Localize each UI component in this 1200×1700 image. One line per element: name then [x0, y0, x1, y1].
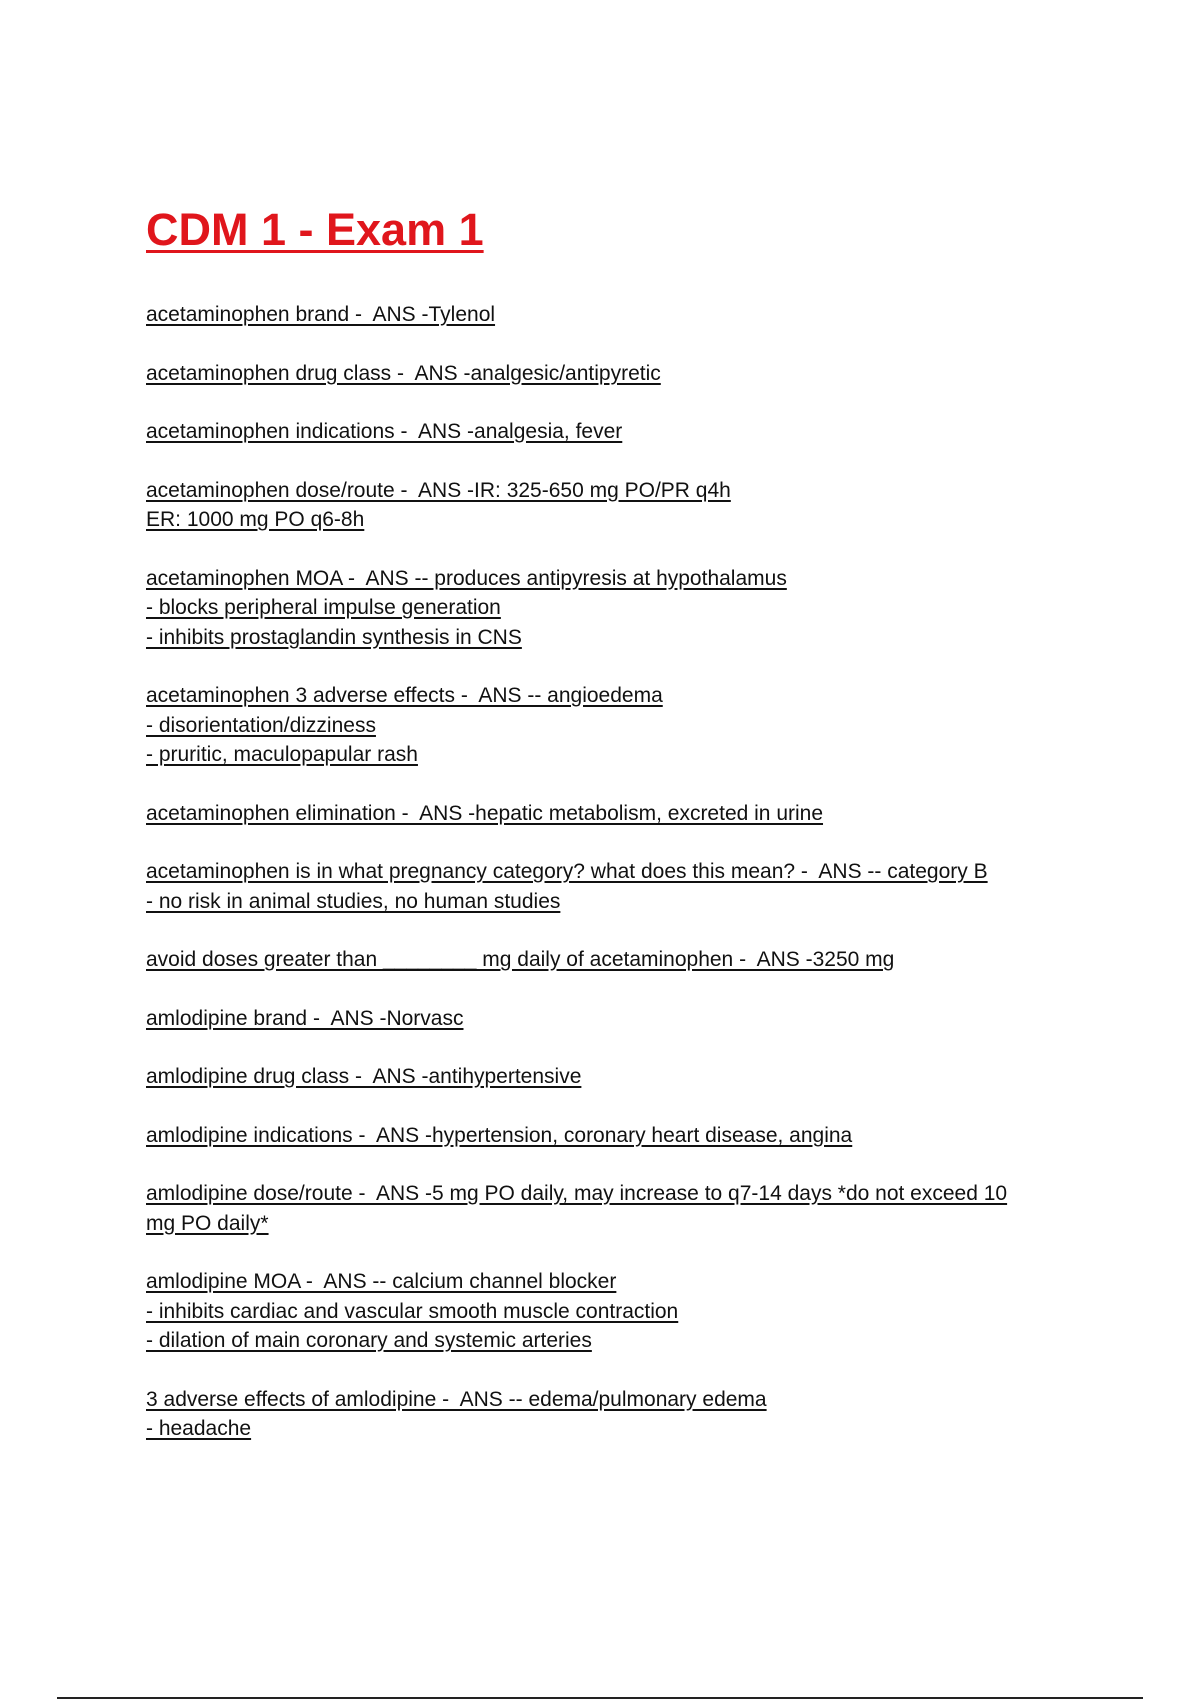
flashcard-text: 3 adverse effects of amlodipine - ANS -- edema/pulmonary edema [146, 1387, 767, 1411]
flashcard-entry [146, 681, 1086, 770]
flashcard-question-line [146, 945, 1086, 975]
flashcard-question-line [146, 359, 1086, 389]
flashcard-question-line [146, 417, 1086, 447]
flashcard-entry [146, 564, 1086, 653]
flashcard-entry [146, 1179, 1086, 1238]
flashcard-question-line [146, 1062, 1086, 1092]
flashcard-answer-line [146, 1209, 1086, 1239]
flashcard-question-line [146, 1004, 1086, 1034]
flashcard-answer-line [146, 623, 1086, 653]
footer-divider [57, 1697, 1143, 1699]
flashcard-entry [146, 359, 1086, 389]
flashcard-question-line [146, 857, 1086, 887]
flashcard-entry [146, 1385, 1086, 1444]
flashcard-text: acetaminophen indications - ANS -analgesia, fever [146, 420, 623, 443]
flashcard-text: avoid doses greater than ________ mg daily of acetaminophen - ANS -3250 mg [146, 948, 895, 971]
flashcard-question-line [146, 300, 1086, 330]
flashcard-answer-line [146, 740, 1086, 770]
flashcard-text: ER: 1000 mg PO q6-8h [146, 508, 365, 531]
flashcard-answer-line [146, 505, 1086, 535]
flashcard-entry [146, 799, 1086, 829]
flashcard-list [146, 300, 1086, 1473]
flashcard-text: - headache [146, 1417, 252, 1440]
flashcard-entry [146, 945, 1086, 975]
flashcard-question-line [146, 799, 1086, 829]
flashcard-text: acetaminophen MOA - ANS -- produces antipyresis at hypothalamus [146, 566, 787, 590]
flashcard-text: - no risk in animal studies, no human studies [146, 889, 561, 913]
flashcard-text: acetaminophen brand - ANS -Tylenol [146, 303, 496, 326]
flashcard-entry [146, 300, 1086, 330]
flashcard-entry [146, 1062, 1086, 1092]
flashcard-question-line [146, 476, 1086, 506]
flashcard-text: acetaminophen elimination - ANS -hepatic metabolism, excreted in urine [146, 801, 824, 825]
flashcard-text: amlodipine brand - ANS -Norvasc [146, 1006, 464, 1030]
flashcard-text: - disorientation/dizziness [146, 713, 376, 737]
flashcard-question-line [146, 1385, 1086, 1415]
flashcard-question-line [146, 1121, 1086, 1151]
flashcard-text: amlodipine indications - ANS -hypertension, coronary heart disease, angina [146, 1123, 853, 1147]
flashcard-question-line [146, 564, 1086, 594]
flashcard-answer-line [146, 887, 1086, 917]
flashcard-text: acetaminophen dose/route - ANS -IR: 325-650 mg PO/PR q4h [146, 478, 731, 502]
flashcard-question-line [146, 1267, 1086, 1297]
flashcard-answer-line [146, 711, 1086, 741]
flashcard-text: - blocks peripheral impulse generation [146, 596, 501, 619]
flashcard-text: - pruritic, maculopapular rash [146, 743, 418, 766]
flashcard-text: acetaminophen drug class - ANS -analgesic/antipyretic [146, 361, 661, 385]
flashcard-text: mg PO daily* [146, 1211, 269, 1235]
flashcard-text: - inhibits cardiac and vascular smooth muscle contraction [146, 1299, 679, 1323]
flashcard-text: - dilation of main coronary and systemic arteries [146, 1329, 592, 1352]
flashcard-text: acetaminophen 3 adverse effects - ANS -- angioedema [146, 684, 663, 707]
flashcard-entry [146, 1267, 1086, 1356]
flashcard-entry [146, 1121, 1086, 1151]
flashcard-answer-line [146, 1414, 1086, 1444]
flashcard-text: amlodipine MOA - ANS -- calcium channel blocker [146, 1270, 617, 1293]
flashcard-answer-line [146, 1297, 1086, 1327]
flashcard-text: - inhibits prostaglandin synthesis in CNS [146, 625, 522, 649]
flashcard-answer-line [146, 1326, 1086, 1356]
document-title: CDM 1 - Exam 1 [146, 204, 484, 255]
flashcard-text: amlodipine dose/route - ANS -5 mg PO daily, may increase to q7-14 days *do not exceed 10 [146, 1182, 1008, 1205]
flashcard-answer-line [146, 593, 1086, 623]
flashcard-question-line [146, 681, 1086, 711]
flashcard-entry [146, 417, 1086, 447]
flashcard-entry [146, 857, 1086, 916]
flashcard-question-line [146, 1179, 1086, 1209]
flashcard-text: acetaminophen is in what pregnancy category? what does this mean? - ANS -- category B [146, 860, 988, 883]
flashcard-text: amlodipine drug class - ANS -antihypertensive [146, 1065, 582, 1088]
flashcard-entry [146, 476, 1086, 535]
flashcard-entry [146, 1004, 1086, 1034]
